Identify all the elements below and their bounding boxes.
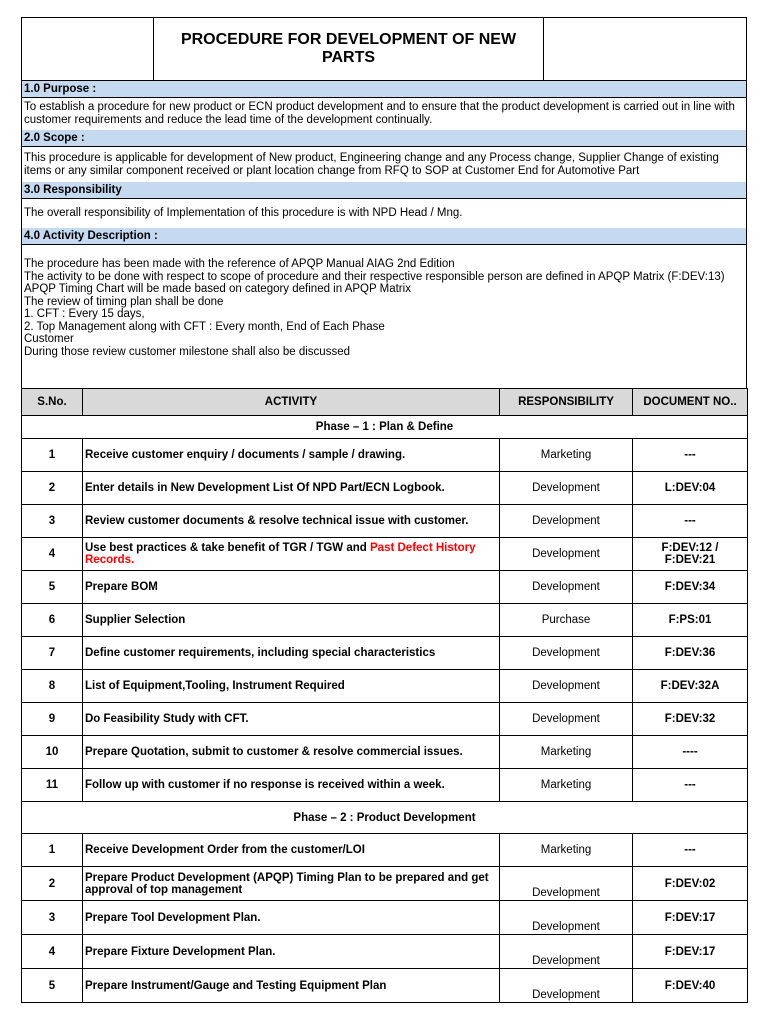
activity-line: APQP Timing Chart will be made based on category defined in APQP Matrix	[24, 283, 411, 295]
row-responsibility: Development	[500, 472, 633, 505]
table-row	[22, 769, 748, 802]
purpose-heading: 1.0 Purpose :	[21, 81, 747, 98]
scope-text: This procedure is applicable for development of New product, Engineering change and any Process change, Supplier Change of existing items or any similar component received or plant location change from RFQ to SOP at Customer End for Automotive Part	[21, 147, 747, 182]
row-document: F:DEV:34	[633, 571, 748, 604]
phase-1-title: Phase – 1 : Plan & Define	[22, 416, 748, 439]
row-document: F:DEV:36	[633, 637, 748, 670]
row-document: L:DEV:04	[633, 472, 748, 505]
row-activity-text: Use best practices & take benefit of TGR / TGW and	[85, 542, 371, 554]
row-document: F:PS:01	[633, 604, 748, 637]
row-sno: 11	[22, 769, 83, 802]
row-activity: Supplier Selection	[83, 604, 500, 637]
row-sno: 5	[22, 969, 83, 1003]
purpose-text: To establish a procedure for new product or ECN product development and to ensure that the product development is carried out in line with customer requirements and reduce the lead time of the development continually.	[21, 98, 747, 130]
row-responsibility: Development	[500, 935, 633, 969]
row-document: F:DEV:40	[633, 969, 748, 1003]
table-row	[22, 472, 748, 505]
past-defect-history-link: Past Defect History Records.	[85, 542, 476, 566]
row-activity: List of Equipment,Tooling, Instrument Required	[83, 670, 500, 703]
row-responsibility: Development	[500, 901, 633, 935]
table-row	[22, 538, 748, 571]
row-document: ---	[633, 834, 748, 867]
activity-line: The activity to be done with respect to scope of procedure and their respective responsible person are defined in APQP Matrix (F:DEV:13)	[24, 270, 725, 283]
row-activity: Enter details in New Development List Of NPD Part/ECN Logbook.	[83, 472, 500, 505]
table-row	[22, 901, 748, 935]
row-responsibility: Marketing	[500, 769, 633, 802]
row-sno: 8	[22, 670, 83, 703]
row-sno: 3	[22, 901, 83, 935]
row-activity: Prepare Product Development (APQP) Timing Plan to be prepared and get approval of top management	[83, 867, 500, 901]
row-activity: Prepare Tool Development Plan.	[83, 901, 500, 935]
row-sno: 9	[22, 703, 83, 736]
row-responsibility: Development	[500, 867, 633, 901]
row-sno: 6	[22, 604, 83, 637]
activity-line: During those review customer milestone shall also be discussed	[24, 345, 350, 358]
row-document: ---	[633, 439, 748, 472]
row-document: F:DEV:32A	[633, 670, 748, 703]
row-sno: 4	[22, 538, 83, 571]
document-title: PROCEDURE FOR DEVELOPMENT OF NEW PARTS	[154, 18, 544, 80]
row-sno: 1	[22, 439, 83, 472]
row-activity: Prepare Fixture Development Plan.	[83, 935, 500, 969]
activity-heading: 4.0 Activity Description :	[21, 228, 747, 245]
column-header-document: DOCUMENT NO..	[633, 389, 748, 416]
table-row	[22, 505, 748, 538]
table-row	[22, 670, 748, 703]
row-sno: 7	[22, 637, 83, 670]
row-responsibility: Development	[500, 505, 633, 538]
column-header-responsibility: RESPONSIBILITY	[500, 389, 633, 416]
table-row	[22, 703, 748, 736]
row-activity: Prepare Instrument/Gauge and Testing Equipment Plan	[83, 969, 500, 1003]
row-activity: Review customer documents & resolve technical issue with customer.	[83, 505, 500, 538]
table-row	[22, 867, 748, 901]
row-activity	[83, 538, 500, 571]
row-activity: Do Feasibility Study with CFT.	[83, 703, 500, 736]
row-activity: Prepare BOM	[83, 571, 500, 604]
row-responsibility: Marketing	[500, 834, 633, 867]
header-info-cell	[544, 18, 746, 80]
activity-table	[21, 388, 748, 1003]
row-sno: 2	[22, 867, 83, 901]
row-document: F:DEV:32	[633, 703, 748, 736]
phase-2-title: Phase – 2 : Product Development	[22, 802, 748, 834]
procedure-document	[21, 17, 747, 1003]
table-row	[22, 637, 748, 670]
responsibility-text: The overall responsibility of Implementation of this procedure is with NPD Head / Mng.	[21, 199, 747, 228]
row-document: ---	[633, 505, 748, 538]
header-logo-cell	[22, 18, 154, 80]
activity-line: 1. CFT : Every 15 days,	[24, 308, 145, 320]
table-row	[22, 969, 748, 1003]
activity-line: 2. Top Management along with CFT : Every month, End of Each Phase	[24, 320, 385, 333]
activity-line: The review of timing plan shall be done	[24, 295, 224, 308]
row-activity: Follow up with customer if no response is received within a week.	[83, 769, 500, 802]
row-responsibility: Marketing	[500, 736, 633, 769]
responsibility-heading: 3.0 Responsibility	[21, 182, 747, 199]
row-activity: Receive customer enquiry / documents / sample / drawing.	[83, 439, 500, 472]
row-sno: 1	[22, 834, 83, 867]
row-sno: 2	[22, 472, 83, 505]
row-activity: Prepare Quotation, submit to customer & resolve commercial issues.	[83, 736, 500, 769]
row-activity: Define customer requirements, including special characteristics	[83, 637, 500, 670]
table-row	[22, 935, 748, 969]
row-document: F:DEV:02	[633, 867, 748, 901]
row-document: F:DEV:17	[633, 901, 748, 935]
activity-line: The procedure has been made with the reference of APQP Manual AIAG 2nd Edition	[24, 258, 455, 270]
activity-line: Customer	[24, 333, 74, 345]
activity-description	[21, 245, 747, 388]
table-row	[22, 604, 748, 637]
row-responsibility: Development	[500, 670, 633, 703]
row-responsibility: Development	[500, 637, 633, 670]
table-header-row	[22, 389, 748, 416]
row-document: F:DEV:17	[633, 935, 748, 969]
row-sno: 3	[22, 505, 83, 538]
row-responsibility: Marketing	[500, 439, 633, 472]
row-sno: 5	[22, 571, 83, 604]
row-responsibility: Development	[500, 571, 633, 604]
row-document: ---	[633, 769, 748, 802]
column-header-activity: ACTIVITY	[83, 389, 500, 416]
column-header-sno: S.No.	[22, 389, 83, 416]
row-activity: Receive Development Order from the customer/LOI	[83, 834, 500, 867]
document-header	[21, 17, 747, 81]
row-responsibility: Purchase	[500, 604, 633, 637]
table-row	[22, 834, 748, 867]
table-row	[22, 439, 748, 472]
scope-heading: 2.0 Scope :	[21, 130, 747, 147]
row-sno: 4	[22, 935, 83, 969]
row-sno: 10	[22, 736, 83, 769]
table-row	[22, 736, 748, 769]
row-responsibility: Development	[500, 538, 633, 571]
row-responsibility: Development	[500, 703, 633, 736]
phase-row	[22, 416, 748, 439]
row-responsibility: Development	[500, 969, 633, 1003]
table-row	[22, 571, 748, 604]
phase-row	[22, 802, 748, 834]
row-document: ----	[633, 736, 748, 769]
row-document: F:DEV:12 / F:DEV:21	[633, 538, 748, 571]
